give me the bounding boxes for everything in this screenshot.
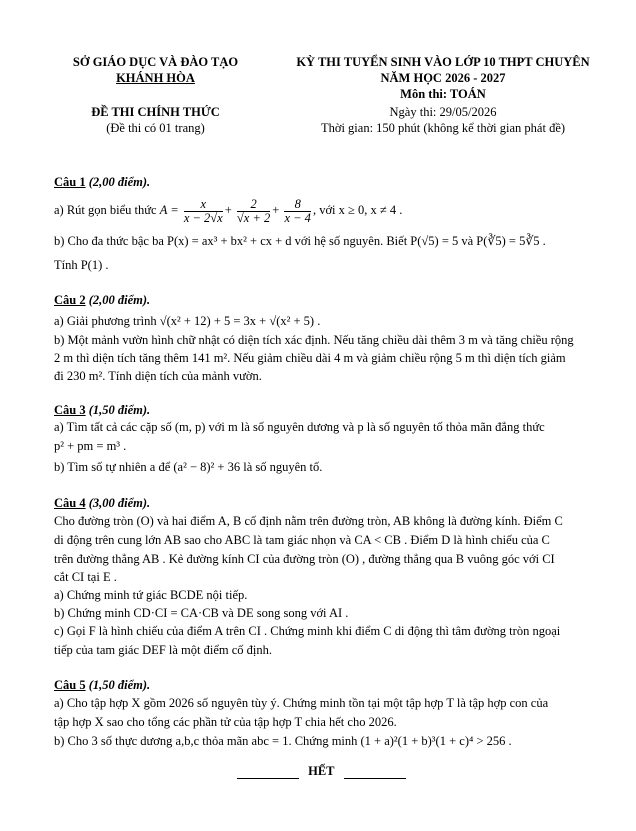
question-4-line2: di động trên cung lớn AB sao cho ABC là tam giác nhọn và CA < CB . Điểm D là hình chiếu của C xyxy=(54,533,550,547)
question-5a-line2: tập hợp X sao cho tổng các phần tử của tập hợp T chia hết cho 2026. xyxy=(54,715,397,729)
question-2b-line1: b) Một mảnh vườn hình chữ nhật có diện tích xác định. Nếu tăng chiều dài thêm 3 m và tăng chiều rộng xyxy=(54,333,574,347)
question-1-heading: Câu 1 (2,00 điểm). xyxy=(54,175,151,189)
question-1b: b) Cho đa thức bậc ba P(x) = ax³ + bx² + cx + d với hệ số nguyên. Biết P(√5) = 5 và P(∛5) = 5∛5 . xyxy=(54,234,546,248)
exam-title: KỲ THI TUYỂN SINH VÀO LỚP 10 THPT CHUYÊN xyxy=(296,55,590,69)
question-4-line1: Cho đường tròn (O) và hai điểm A, B cố định nằm trên đường tròn, AB không là đường kính. Điểm C xyxy=(54,514,563,528)
question-1b-tail: Tính P(1) . xyxy=(54,258,109,272)
question-3b: b) Tìm số tự nhiên a để (a² − 8)² + 36 là số nguyên tố. xyxy=(54,460,323,474)
question-1a: a) Rút gọn biểu thức A = $\frac{x}{x - 2√x}$ + $\frac{2}{√x + 2}$ + $\frac{8}{x - 4}$ , với x ≥ 0, x ≠ 4 . xyxy=(54,196,403,225)
official-exam-label: ĐỀ THI CHÍNH THỨC xyxy=(91,105,220,119)
question-3a-line1: a) Tìm tất cả các cặp số (m, p) với m là số nguyên dương và p là số nguyên tố thỏa mãn đẳng thức xyxy=(54,420,545,434)
question-4-line4: cắt CI tại E . xyxy=(54,570,117,584)
question-3-heading: Câu 3 (1,50 điểm). xyxy=(54,403,151,417)
question-4b: b) Chứng minh CD·CI = CA·CB và DE song song với AI . xyxy=(54,606,349,620)
question-5b: b) Cho 3 số thực dương a,b,c thỏa mãn abc = 1. Chứng minh (1 + a)²(1 + b)³(1 + c)⁴ > 256 . xyxy=(54,734,512,748)
province-name: KHÁNH HÒA xyxy=(116,71,195,85)
exam-date: Ngày thi: 29/05/2026 xyxy=(389,105,497,119)
question-2b-line3: đi 230 m². Tính diện tích của mảnh vườn. xyxy=(54,369,262,383)
exam-duration: Thời gian: 150 phút (không kể thời gian phát đề) xyxy=(320,121,566,135)
question-3a-line2: p² + pm = m³ . xyxy=(54,439,127,453)
question-5a-line1: a) Cho tập hợp X gồm 2026 số nguyên tùy ý. Chứng minh tồn tại một tập hợp T là tập hợp con của xyxy=(54,696,549,710)
question-4-heading: Câu 4 (3,00 điểm). xyxy=(54,496,151,510)
question-4c-line1: c) Gọi F là hình chiếu của điểm A trên CI . Chứng minh khi điểm C di động thì tâm đường tròn ngoại xyxy=(54,624,561,638)
end-marker: HẾT xyxy=(237,764,406,779)
question-4-line3: trên đường thẳng AB . Kẻ đường kính CI của đường tròn (O) , đường thẳng qua B vuông góc với CI xyxy=(54,552,555,566)
school-year: NĂM HỌC 2026 - 2027 xyxy=(380,71,506,85)
question-4a: a) Chứng minh tứ giác BCDE nội tiếp. xyxy=(54,588,248,602)
page-count-note: (Đề thi có 01 trang) xyxy=(106,121,205,135)
question-2b-line2: 2 m thì diện tích tăng thêm 141 m². Nếu giảm chiều dài 4 m và giảm chiều rộng 5 m thì diện tích giảm xyxy=(54,351,566,365)
question-5-heading: Câu 5 (1,50 điểm). xyxy=(54,678,151,692)
question-4c-line2: tiếp của tam giác DEF là một điểm cố định. xyxy=(54,643,272,657)
subject: Môn thi: TOÁN xyxy=(400,87,486,101)
department-name: SỞ GIÁO DỤC VÀ ĐÀO TẠO xyxy=(72,55,239,69)
question-2a: a) Giải phương trình √(x² + 12) + 5 = 3x + √(x² + 5) . xyxy=(54,314,321,328)
question-2-heading: Câu 2 (2,00 điểm). xyxy=(54,293,151,307)
